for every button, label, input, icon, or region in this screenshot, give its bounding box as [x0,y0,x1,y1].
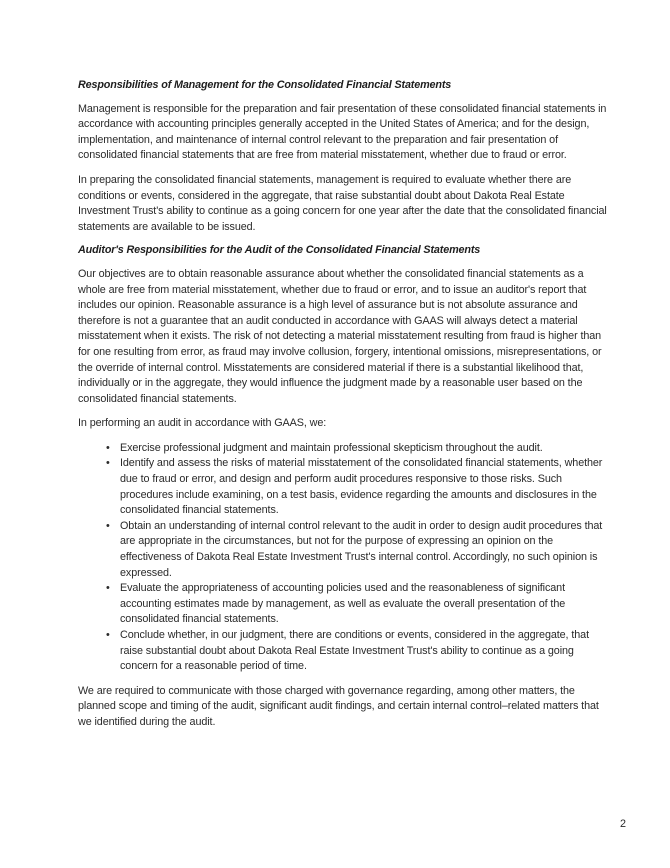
list-item-text: Obtain an understanding of internal control relevant to the audit in order to design audit procedures that are appropriate in the circumstances, but not for the purpose of expressing an opinion on the effectiveness of Dakota Real Estate Investment Trust's internal control. Accordingly, no such opinion is expressed. [120,519,603,579]
auditor-objectives-paragraph: Our objectives are to obtain reasonable assurance about whether the consolidated financial statements as a whole are free from material misstatement, whether due to fraud or error, and to issue an auditor's report that includes our opinion. Reasonable assurance is a high level of assurance but is not absolute assurance and therefore is not a guarantee that an audit conducted in accordance with GAAS will always detect a material misstatement when it exists. The risk of not detecting a material misstatement resulting from fraud is higher than for one resulting from error, as fraud may involve collusion, forgery, intentional omissions, misrepresentations, or the override of internal control. Misstatements are considered material if there is a substantial likelihood that, individually or in the aggregate, they would influence the judgment made by a reasonable user based on the consolidated financial statements. [78,267,602,405]
going-concern-paragraph: In preparing the consolidated financial statements, management is required to evaluate whether there are conditions or events, considered in the aggregate, that raise substantial doubt about Dakota Real Estate Investment Trust's ability to continue as a going concern for one year after the date that the consolidated financial statements are available to be issued. [78,173,607,233]
management-responsibility-paragraph: Management is responsible for the preparation and fair presentation of these consolidated financial statements in accordance with accounting principles generally accepted in the United States of America; and for the design, implementation, and maintenance of internal control relevant to the preparation and fair presentation of consolidated financial statements that are free from material misstatement, whether due to fraud or error. [78,102,607,162]
audit-procedures-list [78,441,610,675]
bullet-icon: • [106,582,110,595]
list-item-text: Exercise professional judgment and maintain professional skepticism throughout the audit. [120,441,543,454]
list-item-text: Identify and assess the risks of material misstatement of the consolidated financial statements, whether due to fraud or error, and design and perform audit procedures responsive to those risks. Such procedures include examining, on a test basis, evidence regarding the amounts and disclosures in the consolidated financial statements. [120,457,603,517]
gaas-intro-paragraph: In performing an audit in accordance with GAAS, we: [78,417,327,430]
document-page [78,78,610,740]
list-item [106,628,610,675]
list-item [106,581,610,628]
bullet-icon: • [106,629,110,641]
list-item [106,519,610,581]
page-number: 2 [620,818,627,830]
list-item-text: Conclude whether, in our judgment, there are conditions or events, considered in the aggregate, that raise substantial doubt about Dakota Real Estate Investment Trust's ability to continue as a going concern for a reasonable period of time. [120,629,589,673]
bullet-icon: • [106,441,110,454]
bullet-icon: • [106,457,110,470]
list-item [106,456,610,518]
bullet-icon: • [106,519,110,532]
governance-communication-paragraph: We are required to communicate with those charged with governance regarding, among other matters, the planned scope and timing of the audit, significant audit findings, and certain internal control–related matters that we identified during the audit. [78,684,599,728]
auditor-responsibilities-heading: Auditor's Responsibilities for the Audit of the Consolidated Financial Statements [78,244,481,257]
list-item-text: Evaluate the appropriateness of accounting policies used and the reasonableness of significant accounting estimates made by management, as well as evaluate the overall presentation of the consolidated financial statements. [120,582,566,626]
list-item [106,441,610,457]
management-responsibilities-heading: Responsibilities of Management for the Consolidated Financial Statements [78,79,452,91]
